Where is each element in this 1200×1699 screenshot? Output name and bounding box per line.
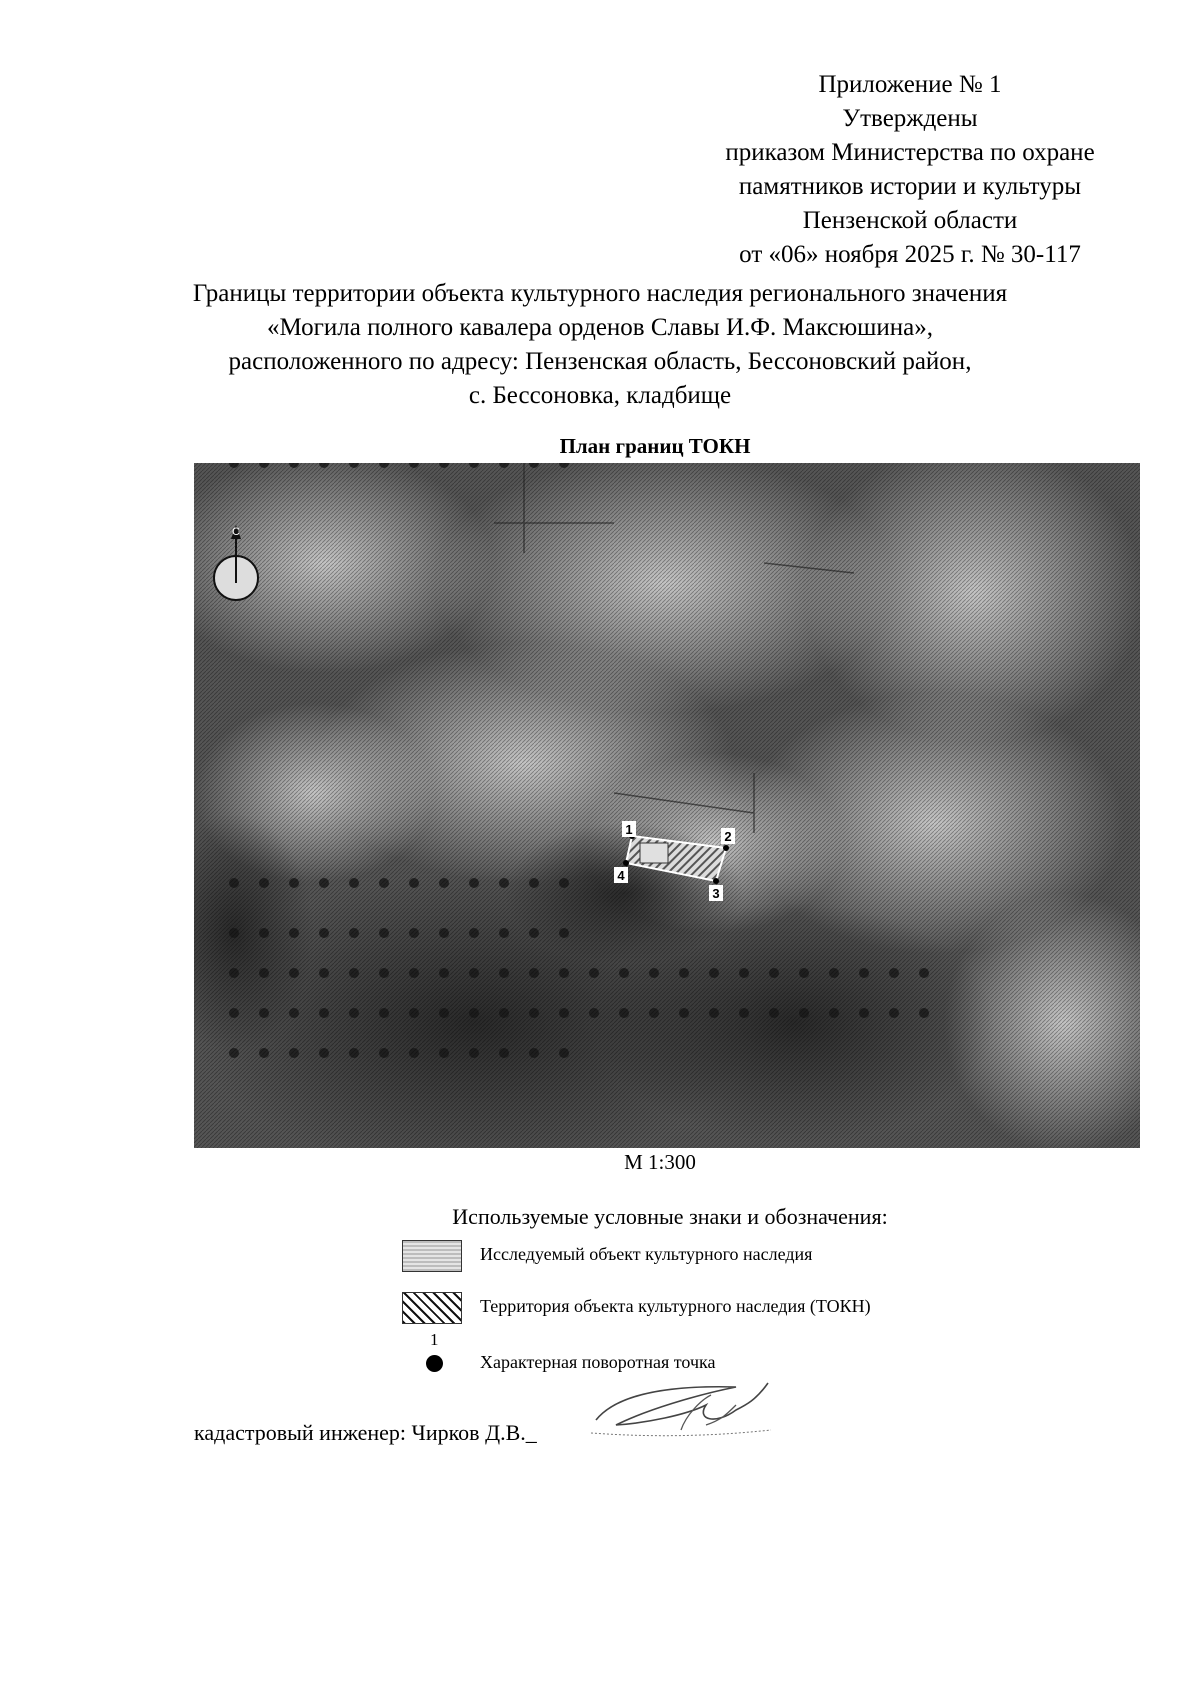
turning-point-dot-icon (426, 1355, 443, 1372)
document-title (60, 277, 1140, 413)
approval-ministry: памятников истории и культуры (738, 173, 1082, 200)
title-line-1: Границы территории объекта культурного наследия регионального значения (192, 280, 1008, 307)
point-label-3: 3 (712, 886, 720, 901)
title-line-4: с. Бессоновка, кладбище (468, 382, 732, 409)
point-label-1: 1 (625, 822, 633, 837)
object-swatch-icon (402, 1240, 462, 1272)
north-label: С (232, 526, 240, 538)
boundary-plan-map (194, 463, 1140, 1148)
approval-approved: Утверждены (842, 105, 978, 132)
legend-title: Используемые условные знаки и обозначения: (452, 1204, 888, 1229)
signature-icon (586, 1375, 776, 1445)
title-line-2: «Могила полного кавалера орденов Славы И.Ф. Максюшина», (267, 314, 933, 341)
approval-block (690, 68, 1130, 272)
point-label-2: 2 (724, 829, 732, 844)
legend-item-point-label: Характерная поворотная точка (480, 1352, 716, 1372)
approval-appendix: Приложение № 1 (818, 71, 1002, 98)
title-line-3: расположенного по адресу: Пензенская область, Бессоновский район, (228, 348, 972, 375)
plan-title: План границ ТОКН (559, 434, 751, 458)
point-label-4: 4 (617, 868, 625, 883)
approval-region: Пензенской области (802, 207, 1018, 234)
tokn-hatch-swatch-icon (402, 1292, 462, 1324)
legend-item-tokn-label: Территория объекта культурного наследия (ТОКН) (480, 1296, 871, 1316)
approval-date-number: от «06» ноября 2025 г. № 30-117 (739, 241, 1081, 268)
legend-point-number: 1 (430, 1330, 439, 1349)
map-scale: М 1:300 (624, 1150, 696, 1174)
map-image (194, 463, 1140, 1148)
legend-item-object-label: Исследуемый объект культурного наследия (480, 1244, 813, 1264)
engineer-signature-line: кадастровый инженер: Чирков Д.В._ (194, 1420, 537, 1445)
approval-order: приказом Министерства по охране (725, 139, 1095, 166)
